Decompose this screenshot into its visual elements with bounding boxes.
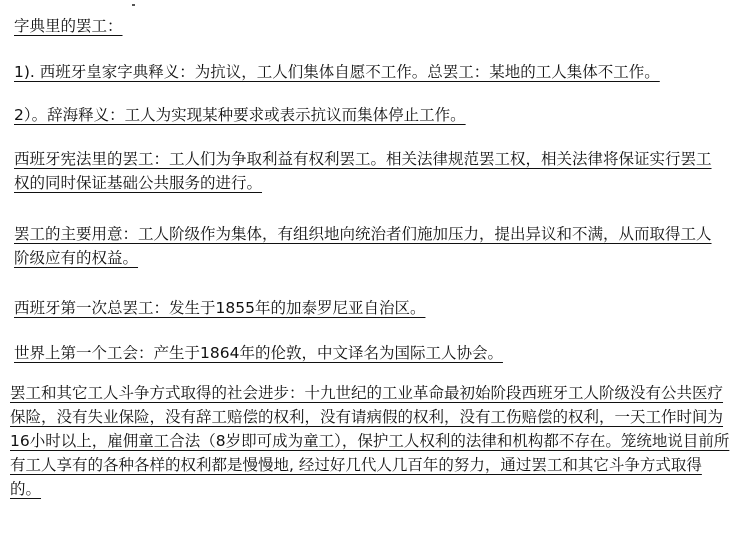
doc-heading: 字典里的罢工： <box>14 17 123 35</box>
paragraph-first-general-strike: 西班牙第一次总罢工：发生于1855年的加泰罗尼亚自治区。 <box>14 299 426 317</box>
paragraph-constitution: 西班牙宪法里的罢工：工人们为争取利益有权利罢工。相关法律规范罢工权，相关法律将保证实行罢工权的同时保证基础公共服务的进行。 <box>14 150 712 192</box>
paragraph-main-purpose: 罢工的主要用意：工人阶级作为集体，有组织地向统治者们施加压力，提出异议和不满，从而取得工人阶级应有的权益。 <box>14 225 712 267</box>
paragraph-cihai: 2）。辞海释义：工人为实现某种要求或表示抗议而集体停止工作。 <box>14 106 466 124</box>
stray-mark <box>132 4 135 6</box>
paragraph-social-progress: 罢工和其它工人斗争方式取得的社会进步：十九世纪的工业革命最初始阶段西班牙工人阶级没有公共医疗保险，没有失业保险，没有辞工赔偿的权利，没有请病假的权利，没有工伤赔偿的权利，一天工作时间为16小时以上，雇佣童工合法（8岁即可成为童工），保护工人权利的法律和机构都不存在。笼统地说目前所有工人享有的各种各样的权利都是慢慢地, 经过好几代人几百年的努力，通过罢工和其它斗争方式取得的。 <box>10 384 730 498</box>
paragraph-first-union: 世界上第一个工会：产生于1864年的伦敦，中文译名为国际工人协会。 <box>14 344 503 362</box>
paragraph-spanish-dictionary: 1). 西班牙皇家字典释义：为抗议，工人们集体自愿不工作。总罢工：某地的工人集体不工作。 <box>14 63 660 81</box>
